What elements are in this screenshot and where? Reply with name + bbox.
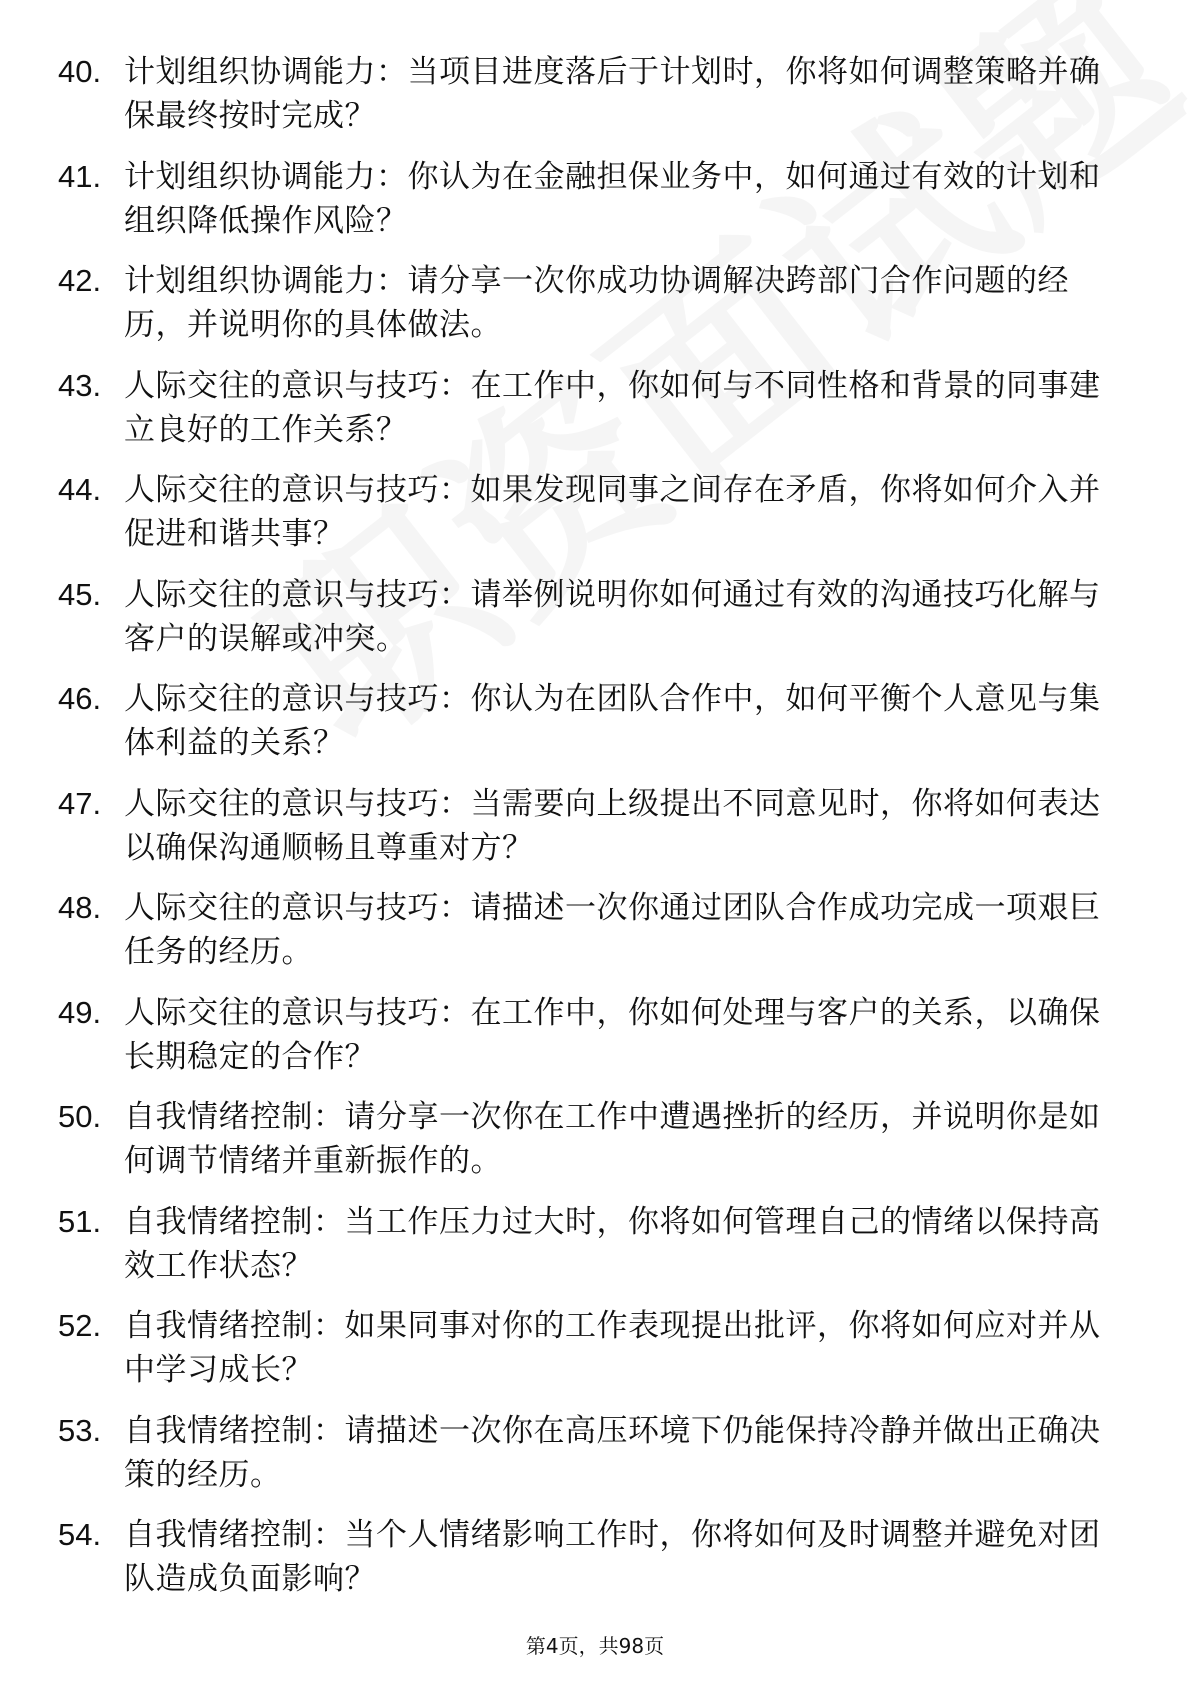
question-item — [58, 677, 1118, 765]
question-item — [58, 1304, 1118, 1392]
question-text: 人际交往的意识与技巧：在工作中，你如何处理与客户的关系，以确保长期稳定的合作？ — [124, 994, 1101, 1075]
question-text: 人际交往的意识与技巧：你认为在团队合作中，如何平衡个人意见与集体利益的关系？ — [124, 681, 1101, 761]
question-item — [58, 50, 1118, 138]
question-item — [58, 468, 1118, 556]
question-number: 45. — [58, 576, 102, 612]
question-text: 自我情绪控制：请描述一次你在高压环境下仍能保持冷静并做出正确决策的经历。 — [124, 1412, 1101, 1493]
question-item — [58, 1095, 1118, 1183]
question-number: 52. — [58, 1308, 102, 1343]
question-text: 计划组织协调能力：你认为在金融担保业务中，如何通过有效的计划和组织降低操作风险？ — [124, 158, 1101, 239]
question-text: 自我情绪控制：请分享一次你在工作中遭遇挫折的经历，并说明你是如何调节情绪并重新振作的。 — [124, 1099, 1101, 1179]
question-text: 计划组织协调能力：请分享一次你成功协调解决跨部门合作问题的经历，并说明你的具体做法。 — [124, 263, 1069, 343]
question-item — [58, 573, 1118, 661]
question-text: 自我情绪控制：当工作压力过大时，你将如何管理自己的情绪以保持高效工作状态？ — [124, 1203, 1101, 1284]
question-number: 48. — [58, 890, 102, 925]
question-number: 42. — [58, 263, 102, 298]
question-number: 44. — [58, 472, 102, 507]
question-text: 自我情绪控制：当个人情绪影响工作时，你将如何及时调整并避免对团队造成负面影响？ — [124, 1517, 1101, 1597]
question-number: 50. — [58, 1099, 102, 1134]
question-number: 47. — [58, 785, 102, 821]
question-item — [58, 259, 1118, 347]
question-item — [58, 991, 1118, 1079]
question-text: 人际交往的意识与技巧：在工作中，你如何与不同性格和背景的同事建立良好的工作关系？ — [124, 367, 1101, 448]
question-text: 人际交往的意识与技巧：如果发现同事之间存在矛盾，你将如何介入并促进和谐共事？ — [124, 472, 1101, 552]
question-number: 40. — [58, 54, 102, 89]
question-item — [58, 155, 1118, 243]
question-text: 自我情绪控制：如果同事对你的工作表现提出批评，你将如何应对并从中学习成长？ — [124, 1308, 1101, 1388]
question-item — [58, 1409, 1118, 1497]
question-number: 43. — [58, 367, 102, 403]
question-item — [58, 1200, 1118, 1288]
question-text: 人际交往的意识与技巧：当需要向上级提出不同意见时，你将如何表达以确保沟通顺畅且尊重对方？ — [124, 785, 1101, 866]
page-number-footer: 第4页，共98页 — [525, 1634, 665, 1658]
question-list — [58, 50, 1118, 1618]
question-text: 计划组织协调能力：当项目进度落后于计划时，你将如何调整策略并确保最终按时完成？ — [124, 54, 1101, 134]
question-number: 54. — [58, 1517, 102, 1552]
question-number: 46. — [58, 681, 102, 716]
question-number: 51. — [58, 1203, 102, 1239]
question-item — [58, 886, 1118, 974]
question-item — [58, 364, 1118, 452]
question-text: 人际交往的意识与技巧：请举例说明你如何通过有效的沟通技巧化解与客户的误解或冲突。 — [124, 576, 1101, 657]
question-item — [58, 1513, 1118, 1601]
question-text: 人际交往的意识与技巧：请描述一次你通过团队合作成功完成一项艰巨任务的经历。 — [124, 890, 1101, 970]
question-item — [58, 782, 1118, 870]
question-number: 53. — [58, 1412, 102, 1448]
question-number: 41. — [58, 158, 102, 194]
question-number: 49. — [58, 994, 102, 1030]
